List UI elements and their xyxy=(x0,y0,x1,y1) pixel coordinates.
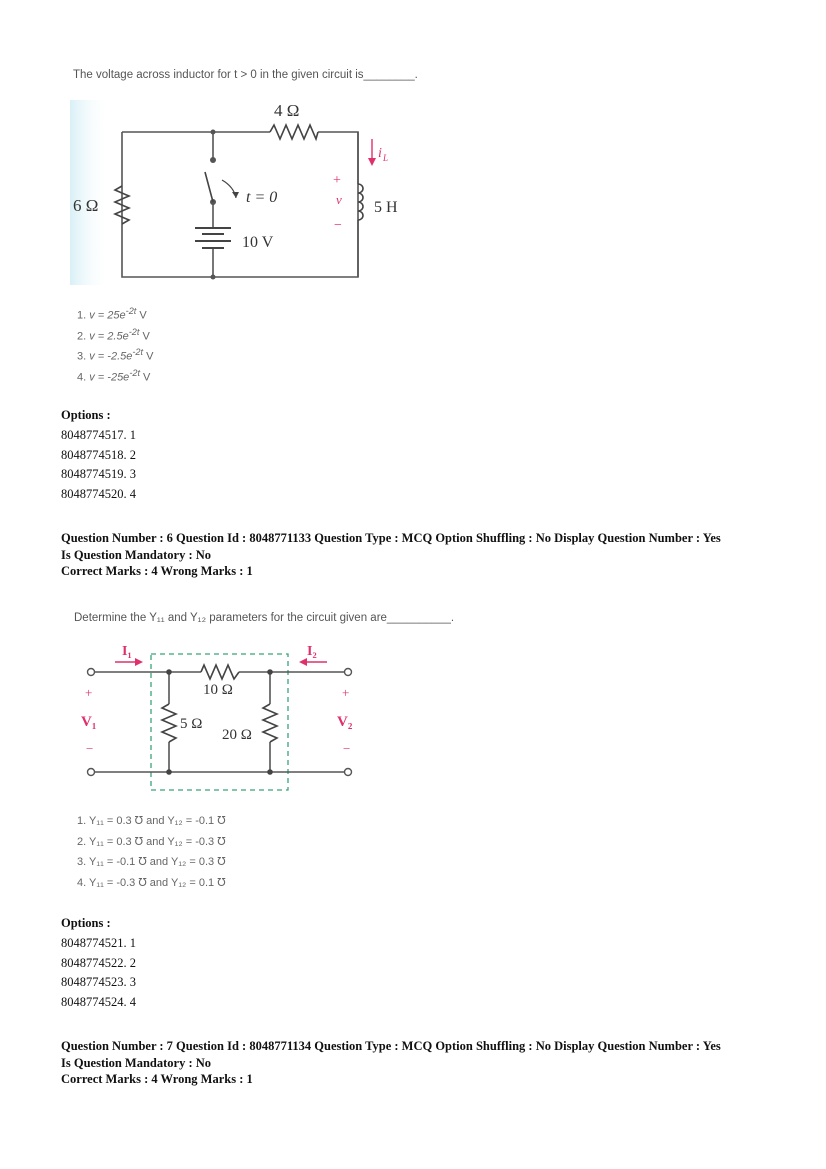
q5-resistor-4ohm xyxy=(270,125,318,139)
q6-choice-1: 1. Y₁₁ = 0.3 ℧ and Y₁₂ = -0.1 ℧ xyxy=(77,815,226,827)
q5-label-battery: 10 V xyxy=(242,234,274,251)
q6-label-10ohm: 10 Ω xyxy=(203,682,233,698)
q6-option-4: 8048774524. 4 xyxy=(61,994,136,1009)
q6-label-i1: I₁ xyxy=(122,644,132,659)
q6-resistor-10ohm xyxy=(201,665,239,679)
q6-meta-line3: Correct Marks : 4 Wrong Marks : 1 xyxy=(61,564,253,578)
q5-label-4ohm: 4 Ω xyxy=(274,101,300,120)
q5-label-current-sub: L xyxy=(383,153,389,163)
q6-option-1: 8048774521. 1 xyxy=(61,936,136,950)
q5-choice-1: 1. $v = 25e^{-2t}$ V xyxy=(77,306,147,322)
q6-circuit-diagram xyxy=(75,638,375,798)
q5-battery xyxy=(195,228,231,248)
q5-switch xyxy=(205,172,213,202)
q6-label-v1: V₁ xyxy=(81,714,97,730)
q5-options xyxy=(61,408,136,506)
q6-label-i2: I₂ xyxy=(307,644,317,659)
q6-label-plus-right: + xyxy=(342,685,350,700)
q5-label-inductor: 5 H xyxy=(374,199,398,216)
q5-label-6ohm: 6 Ω xyxy=(73,196,99,215)
q6-option-3: 8048774523. 3 xyxy=(61,975,136,989)
q6-choice-2: 2. Y₁₁ = 0.3 ℧ and Y₁₂ = -0.3 ℧ xyxy=(77,835,226,848)
q6-meta-line1: Question Number : 6 Question Id : 8048771133 Question Type : MCQ Option Shuffling : No Display Question Number : Yes xyxy=(61,531,721,545)
q5-option-1: 8048774517. 1 xyxy=(61,428,136,442)
q6-resistor-20ohm xyxy=(263,704,277,742)
q6-label-plus-left: + xyxy=(85,685,93,700)
q6-metadata xyxy=(61,530,721,580)
q5-option-4: 8048774520. 4 xyxy=(61,486,136,501)
q6-option-2: 8048774522. 2 xyxy=(61,955,136,970)
q6-label-minus-left: − xyxy=(86,741,94,756)
q6-label-5ohm: 5 Ω xyxy=(180,716,203,732)
q7-meta-line2: Is Question Mandatory : No xyxy=(61,1055,212,1070)
q5-choice-list xyxy=(77,306,153,388)
q6-resistor-5ohm xyxy=(162,704,176,742)
q5-options-label: Options : xyxy=(61,408,111,422)
q5-label-v: v xyxy=(336,192,342,207)
q7-meta-line3: Correct Marks : 4 Wrong Marks : 1 xyxy=(61,1072,253,1086)
q5-question-text: The voltage across inductor for t > 0 in the given circuit is________. xyxy=(73,69,418,81)
q5-label-current: i xyxy=(378,146,382,161)
q5-choice-4: 4. $v = -25e^{-2t}$ V xyxy=(77,367,151,384)
q7-meta-line1: Question Number : 7 Question Id : 8048771134 Question Type : MCQ Option Shuffling : No Display Question Number : Yes xyxy=(61,1039,721,1053)
q5-option-3: 8048774519. 3 xyxy=(61,467,136,481)
q6-label-v2: V₂ xyxy=(337,714,353,730)
q5-choice-3: 3. $v = -2.5e^{-2t}$ V xyxy=(77,347,154,363)
q5-circuit-diagram xyxy=(70,92,420,292)
q5-option-2: 8048774518. 2 xyxy=(61,447,136,462)
q5-label-plus: + xyxy=(333,173,341,188)
q6-options xyxy=(61,916,136,1014)
q6-label-20ohm: 20 Ω xyxy=(222,727,252,743)
q6-choice-3: 3. Y₁₁ = -0.1 ℧ and Y₁₂ = 0.3 ℧ xyxy=(77,856,226,868)
q6-meta-line2: Is Question Mandatory : No xyxy=(61,547,212,562)
q7-metadata xyxy=(61,1038,721,1088)
q5-choice-2: 2. $v = 2.5e^{-2t}$ V xyxy=(77,326,150,343)
q6-choice-4: 4. Y₁₁ = -0.3 ℧ and Y₁₂ = 0.1 ℧ xyxy=(77,876,226,889)
q5-label-switch: t = 0 xyxy=(246,189,278,206)
q6-choice-list xyxy=(77,814,226,896)
q5-label-minus: − xyxy=(334,218,342,233)
q6-options-label: Options : xyxy=(61,916,111,930)
q6-label-minus-right: − xyxy=(343,741,351,756)
q6-question-text: Determine the Y₁₁ and Y₁₂ parameters for the circuit given are__________. xyxy=(74,612,455,624)
